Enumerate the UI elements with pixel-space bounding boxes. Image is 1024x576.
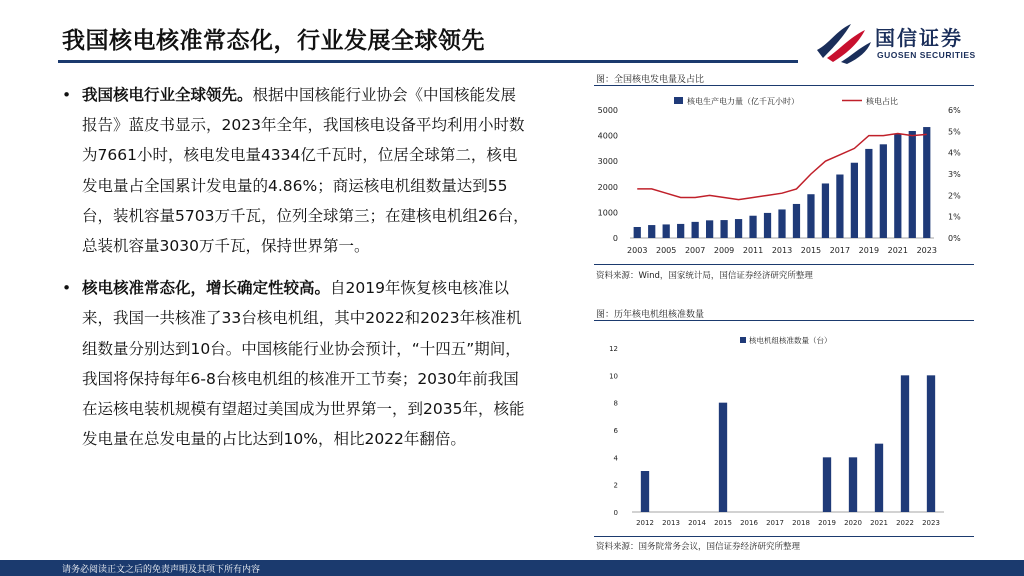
- bar: [778, 209, 785, 238]
- x-tick-label: 2021: [870, 519, 888, 527]
- legend-bar-label: 核电生产电力量（亿千瓦小时）: [687, 97, 799, 106]
- bar: [880, 144, 887, 238]
- y-right-tick-label: 6%: [948, 106, 961, 115]
- legend-bar-swatch: [674, 97, 683, 104]
- x-tick-label: 2013: [771, 246, 793, 255]
- x-tick-label: 2020: [844, 519, 862, 527]
- bar: [641, 471, 649, 512]
- logo-english: GUOSEN SECURITIES: [877, 50, 976, 60]
- y-tick-label: 2: [613, 481, 618, 490]
- bar: [865, 149, 872, 238]
- chart2-source: 资料来源：国务院常务会议，国信证券经济研究所整理: [596, 542, 801, 552]
- legend-label: 核电机组核准数量（台）: [749, 336, 832, 345]
- bar: [735, 219, 742, 238]
- x-tick-label: 2011: [742, 246, 764, 255]
- y-right-tick-label: 3%: [948, 170, 961, 179]
- logo-chinese: 国信证券: [875, 26, 963, 50]
- bar: [822, 183, 829, 238]
- bar: [923, 127, 930, 238]
- bar: [764, 213, 771, 238]
- footer-bar: [0, 560, 1024, 576]
- x-tick-label: 2009: [713, 246, 735, 255]
- chart2-caption: 图：历年核电机组核准数量: [596, 310, 705, 320]
- bar: [849, 457, 857, 512]
- bullet-body: 自2019年恢复核电核准以来，我国一共核准了33台核电机组，其中2022和2023年核准机组数量分别达到10台。中国核能行业协会预计，“十四五”期间，我国将保持每年6-8台核电机组的核准开工节奏；2030年前我国在运核电装机规模有望超过美国成为世界第一，到2035年，核能发电量在总发电量的占比达到10%，相比2022年翻倍。: [82, 279, 525, 449]
- x-tick-label: 2012: [636, 519, 654, 527]
- bullet-lead: 核电核准常态化，增长确定性较高。: [82, 279, 331, 298]
- x-tick-label: 2015: [800, 246, 822, 255]
- x-tick-label: 2015: [714, 519, 732, 527]
- x-tick-label: 2023: [922, 519, 940, 527]
- x-tick-label: 2021: [887, 246, 908, 255]
- bullet-lead: 我国核电行业全球领先。: [82, 86, 253, 104]
- bullet-marker: •: [62, 86, 72, 104]
- y-left-tick-label: 4000: [597, 131, 618, 141]
- y-left-tick-label: 0: [612, 234, 618, 243]
- bar: [851, 163, 858, 238]
- bar: [749, 216, 756, 238]
- x-tick-label: 2013: [662, 519, 680, 527]
- bar: [875, 444, 883, 512]
- bar: [901, 375, 909, 512]
- bar: [719, 403, 727, 512]
- y-left-tick-label: 5000: [597, 106, 618, 115]
- legend-swatch: [740, 337, 746, 343]
- y-tick-label: 8: [613, 399, 618, 408]
- legend-line-label: 核电占比: [866, 97, 898, 106]
- y-tick-label: 6: [613, 427, 618, 435]
- y-left-tick-label: 2000: [597, 182, 618, 192]
- bar: [706, 220, 713, 238]
- bar: [692, 222, 699, 238]
- y-tick-label: 12: [609, 345, 618, 353]
- bar: [634, 227, 641, 238]
- x-tick-label: 2016: [740, 519, 758, 527]
- bullet-marker: •: [62, 279, 72, 298]
- bar: [793, 204, 800, 238]
- bar: [836, 175, 843, 238]
- x-tick-label: 2014: [688, 519, 706, 527]
- y-tick-label: 0: [613, 509, 618, 517]
- y-right-tick-label: 1%: [948, 212, 961, 222]
- y-right-tick-label: 5%: [948, 127, 961, 137]
- bullet-body: 根据中国核能行业协会《中国核能发展报告》蓝皮书显示，2023年全年，我国核电设备平均利用小时数为7661小时，核电发电量4334亿千瓦时，位居全球第二，核电发电量占全国累计发电量的4.86%；商运核电机组数量达到55台，装机容量5703万千瓦，位列全球第三；在建核电机组26台，总装机容量3030万千瓦，保持世界第一。: [82, 86, 529, 256]
- y-tick-label: 10: [609, 372, 618, 381]
- guosen-emblem-icon: [815, 20, 873, 64]
- bullet-list: [60, 80, 530, 454]
- y-right-tick-label: 4%: [948, 148, 961, 158]
- bullet-approval-normalized: [60, 273, 530, 454]
- x-tick-label: 2023: [916, 246, 937, 255]
- chart1-source-rule: [594, 264, 974, 265]
- bullet-nuclear-leading: [60, 80, 530, 261]
- x-tick-label: 2017: [829, 246, 851, 255]
- bar: [663, 224, 670, 238]
- y-right-tick-label: 2%: [948, 191, 961, 201]
- chart2-source-rule: [594, 536, 974, 537]
- bar: [720, 220, 727, 238]
- chart1-caption: 图：全国核电发电量及占比: [596, 75, 705, 85]
- x-tick-label: 2022: [896, 519, 914, 527]
- bar: [909, 131, 916, 238]
- x-tick-label: 2005: [656, 246, 677, 255]
- y-left-tick-label: 3000: [597, 157, 618, 167]
- title-underline: [58, 60, 798, 63]
- chart2-caption-rule: [594, 320, 974, 321]
- page-title: 我国核电核准常态化，行业发展全球领先: [62, 28, 485, 54]
- chart1-caption-rule: [594, 85, 974, 86]
- x-tick-label: 2018: [792, 519, 810, 527]
- y-tick-label: 4: [613, 454, 618, 463]
- bar: [894, 134, 901, 238]
- bar: [927, 375, 935, 512]
- approvals-chart: [592, 322, 982, 534]
- x-tick-label: 2019: [858, 246, 880, 255]
- x-tick-label: 2007: [684, 246, 706, 255]
- chart1-source: 资料来源：Wind，国家统计局，国信证券经济研究所整理: [596, 271, 813, 281]
- guosen-logo: [815, 20, 1015, 66]
- power-generation-chart: [592, 88, 982, 263]
- bar: [823, 457, 831, 512]
- bar: [677, 224, 684, 238]
- y-right-tick-label: 0%: [948, 234, 961, 243]
- bar: [648, 225, 655, 238]
- y-left-tick-label: 1000: [597, 208, 618, 218]
- footer-disclaimer: 请务必阅读正文之后的免责声明及其项下所有内容: [62, 565, 261, 575]
- x-tick-label: 2017: [766, 519, 784, 527]
- bar: [807, 194, 814, 238]
- x-tick-label: 2019: [818, 519, 836, 527]
- x-tick-label: 2003: [627, 246, 648, 255]
